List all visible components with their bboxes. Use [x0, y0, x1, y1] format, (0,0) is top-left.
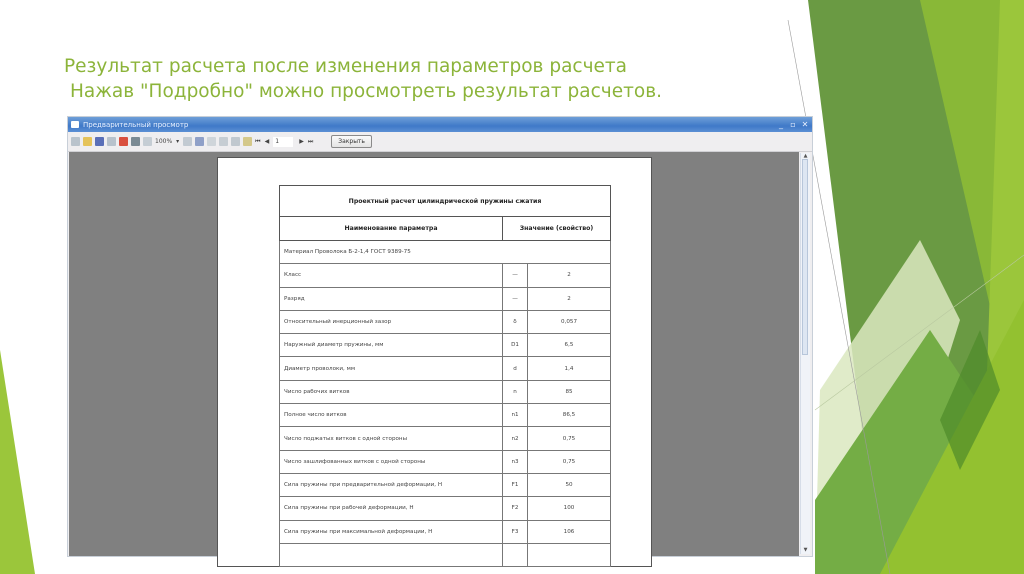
- find-icon[interactable]: [131, 137, 140, 146]
- app-icon: [71, 121, 79, 128]
- print-preview-window: [67, 116, 813, 557]
- scroll-down-icon[interactable]: ▼: [803, 547, 808, 553]
- material-row: Материал Проволока Б-2-1,4 ГОСТ 9389-75: [280, 241, 611, 264]
- preview-toolbar: [68, 132, 812, 152]
- table-row: Число поджатых витков с одной стороны n2 0,75: [280, 427, 611, 450]
- slide-title: [64, 54, 662, 104]
- first-page-icon[interactable]: ⏮: [255, 137, 261, 145]
- save-icon[interactable]: [95, 137, 104, 146]
- report-page: [217, 157, 652, 567]
- preview-viewport: [69, 152, 799, 556]
- next-page-icon[interactable]: ▶: [299, 138, 304, 145]
- edit-icon[interactable]: [243, 137, 252, 146]
- zoom-select[interactable]: 100%: [155, 138, 173, 145]
- slide-title-line-2: Нажав "Подробно" можно просмотреть результат расчетов.: [70, 81, 662, 102]
- report-caption: Проектный расчет цилиндрической пружины сжатия: [280, 186, 611, 217]
- vertical-scrollbar[interactable]: [800, 153, 810, 554]
- last-page-icon[interactable]: ⏭: [307, 137, 314, 145]
- prev-page-icon[interactable]: ◀: [264, 138, 270, 145]
- column-header-value: Значение (свойство): [503, 217, 611, 241]
- slide-title-line-1: Результат расчета после изменения параметров расчета: [64, 56, 628, 77]
- zoom-dropdown-icon[interactable]: ▾: [176, 138, 180, 145]
- scroll-up-icon[interactable]: ▲: [803, 153, 808, 159]
- table-row: Наружный диаметр пружины, мм D1 6,5: [280, 334, 611, 357]
- table-row: Относительный инерционный зазор δ 0,057: [280, 310, 611, 333]
- table-row: Полное число витков n1 86,5: [280, 404, 611, 427]
- zoom-out-icon[interactable]: [195, 137, 204, 146]
- table-row: Число рабочих витков n 85: [280, 380, 611, 403]
- open-icon[interactable]: [83, 137, 92, 146]
- table-row: Сила пружины при рабочей деформации, Н F2 100: [280, 497, 611, 520]
- page-setup-icon[interactable]: [107, 137, 116, 146]
- scroll-thumb[interactable]: [802, 159, 808, 355]
- table-row: Разряд — 2: [280, 287, 611, 310]
- minimize-icon[interactable]: _: [779, 120, 783, 129]
- window-title: Предварительный просмотр: [83, 120, 189, 129]
- maximize-icon[interactable]: ▫: [790, 120, 796, 129]
- print-icon[interactable]: [71, 137, 80, 146]
- table-row: Число зашлифованных витков с одной стороны n3 0,75: [280, 450, 611, 473]
- column-header-name: Наименование параметра: [280, 217, 503, 241]
- zoom-icon[interactable]: [143, 137, 152, 146]
- close-icon[interactable]: ✕: [801, 120, 809, 129]
- table-row: Класс — 2: [280, 264, 611, 287]
- multi-page-icon[interactable]: [219, 137, 228, 146]
- table-row: Сила пружины при предварительной деформации, Н F1 50: [280, 473, 611, 496]
- table-row: Диаметр проволоки, мм d 1,4: [280, 357, 611, 380]
- table-row: [280, 543, 611, 566]
- zoom-in-icon[interactable]: [183, 137, 192, 146]
- close-button[interactable]: Закрыть: [331, 135, 372, 148]
- window-titlebar[interactable]: [68, 117, 812, 132]
- pdf-export-icon[interactable]: [119, 137, 128, 146]
- single-page-icon[interactable]: [207, 137, 216, 146]
- table-row: Сила пружины при максимальной деформации, Н F3 106: [280, 520, 611, 543]
- report-table: [279, 185, 611, 567]
- page-number-input[interactable]: 1: [273, 137, 293, 147]
- page-width-icon[interactable]: [231, 137, 240, 146]
